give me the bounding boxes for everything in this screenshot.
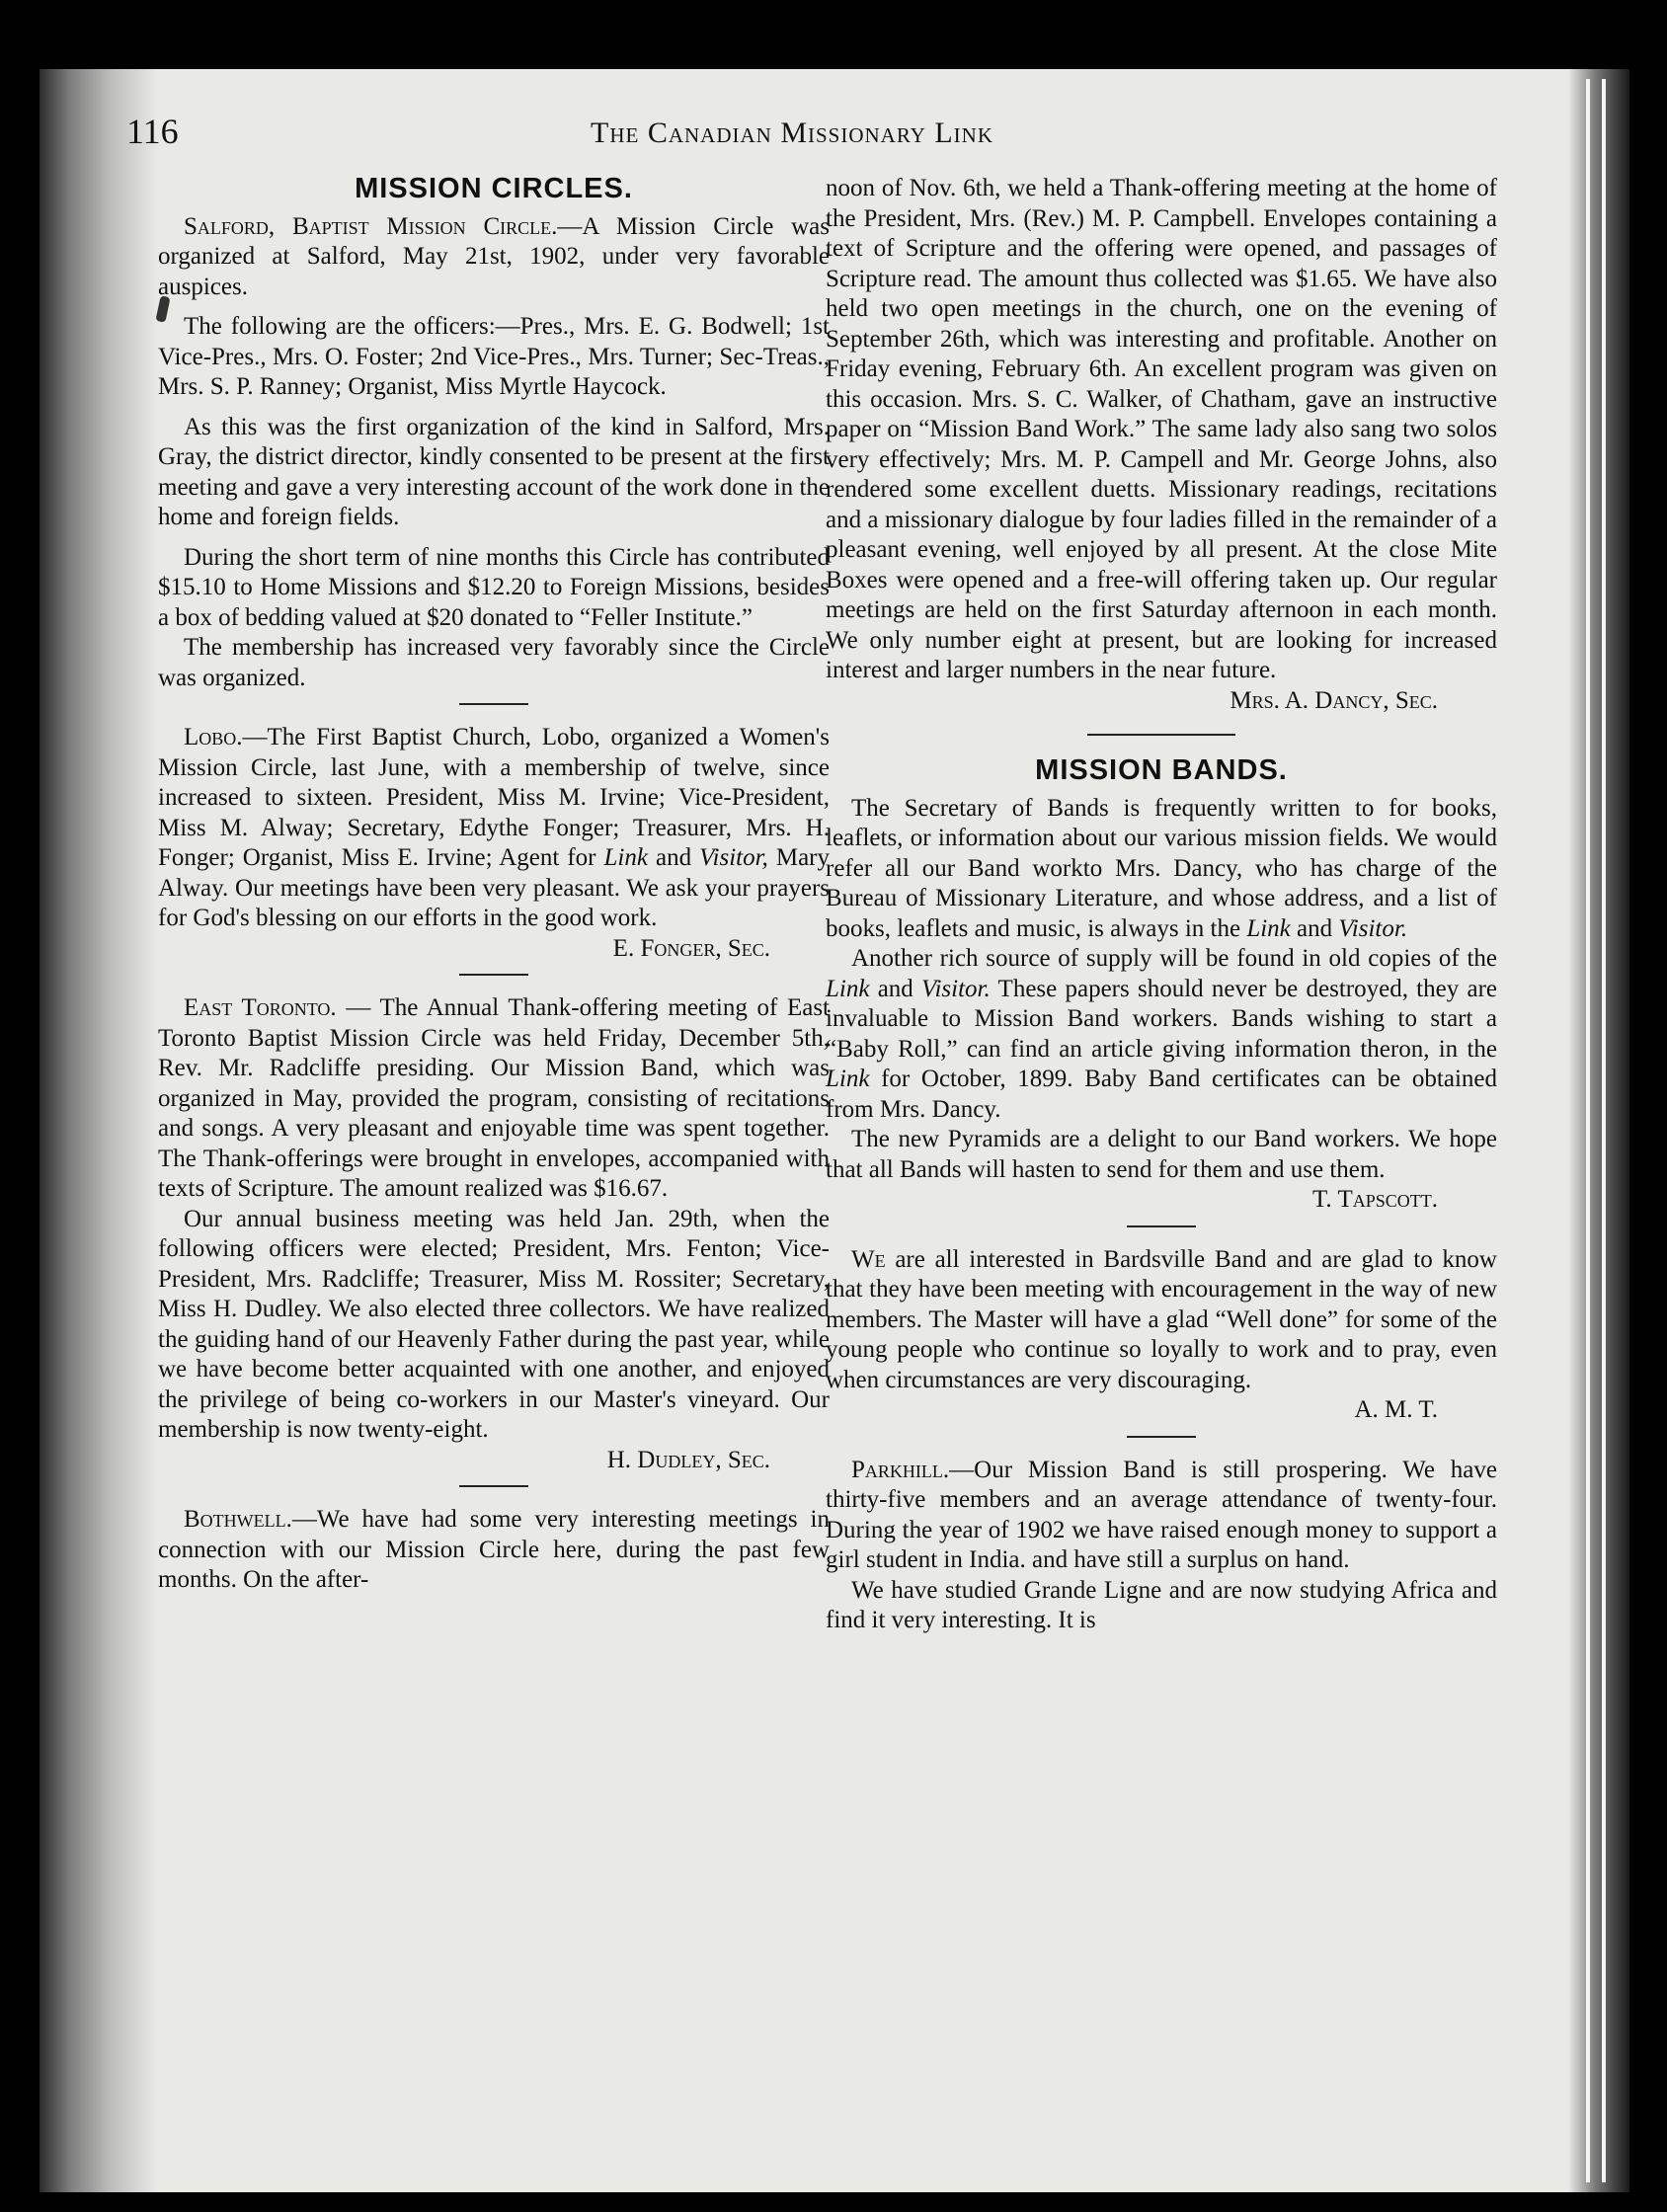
- section-divider: [1127, 1436, 1196, 1438]
- lobo-signature: E. Fonger, Sec.: [612, 934, 770, 962]
- mission-bands-heading: MISSION BANDS.: [1035, 754, 1288, 786]
- left-column: [158, 174, 830, 1596]
- section-divider: [459, 703, 528, 705]
- east-toronto-label: East Toronto.: [184, 994, 337, 1021]
- east-toronto-paragraph: East Toronto. — The Annual Thank-offering meeting of East Toronto Baptist Mission Circle was held Friday, December 5th, Rev. Mr. Radcliffe presiding. Our Mission Band, which was organized in May, provided the program, consisting of recitations and songs. A very pleasant and enjoyable time was spent together. The Thank-offerings were brought in envelopes, accompanied with texts of Scripture. The amount realized was $16.67.: [158, 994, 830, 1202]
- bothwell-paragraph: Bothwell.—We have had some very interesting meetings in connection with our Mission Circle here, during the past few months. On the after-: [158, 1506, 830, 1593]
- section-divider-long: [1087, 734, 1235, 736]
- section-divider: [459, 1485, 528, 1487]
- parkhill-paragraph: Parkhill.—Our Mission Band is still prospering. We have thirty-five members and an average attendance of twenty-four. During the year of 1902 we have raised enough money to support a girl student in India. and have still a surplus on hand.: [826, 1456, 1497, 1573]
- running-title: The Canadian Missionary Link: [591, 117, 993, 149]
- salford-contributions: During the short term of nine months this Circle has contributed $15.10 to Home Missions and $12.20 to Foreign Missions, besides a box of bedding valued at $20 donated to “Feller Institute.”: [158, 543, 830, 631]
- lobo-label: Lobo.: [184, 724, 243, 750]
- salford-officers: The following are the officers:—Pres., Mrs. E. G. Bodwell; 1st Vice-Pres., Mrs. O. Foster; 2nd Vice-Pres., Mrs. Turner; Sec-Treas., Mrs. S. P. Ranney; Organist, Miss Myrtle Haycock.: [158, 313, 830, 400]
- page-number: 116: [126, 112, 179, 151]
- salford-paragraph: Salford, Baptist Mission Circle.—A Mission Circle was organized at Salford, May 21st, 1902, under very favorable auspices.: [158, 212, 830, 300]
- bands-intro-paragraph: The Secretary of Bands is frequently written to for books, leaflets, or information about our various mission fields. We would refer all our Band workto Mrs. Dancy, who has charge of the Bureau of Missionary Literature, and whose address, and a list of books, leaflets and music, is always in the Link and Visitor.: [826, 794, 1497, 942]
- bands-pyramids-paragraph: The new Pyramids are a delight to our Band workers. We hope that all Bands will hasten to send for them and use them.: [826, 1126, 1497, 1183]
- salford-label: Salford, Baptist Mission Circle.: [184, 212, 558, 240]
- parkhill-label: Parkhill.: [851, 1456, 950, 1483]
- bands-signature: T. Tapscott.: [1311, 1186, 1438, 1213]
- bands-supply-paragraph: Another rich source of supply will be found in old copies of the Link and Visitor. These papers should never be destroyed, they are invaluable to Mission Band workers. Bands wishing to start a “Baby Roll,” can find an article giving information theron, in the Link for October, 1899. Baby Band certificates can be obtained from Mrs. Dancy.: [826, 945, 1497, 1123]
- bothwell-signature: Mrs. A. Dancy, Sec.: [1230, 686, 1438, 714]
- section-divider: [459, 974, 528, 976]
- mission-circles-heading: MISSION CIRCLES.: [355, 173, 633, 204]
- page-edge: [1568, 69, 1629, 2192]
- right-column: [826, 174, 1497, 1636]
- salford-membership: The membership has increased very favorably since the Circle was organized.: [158, 634, 830, 691]
- book-spine-shadow: [40, 69, 158, 2192]
- parkhill-studies: We have studied Grande Ligne and are now studying Africa and find it very interesting. It is: [826, 1576, 1497, 1633]
- bardsville-signature: A. M. T.: [1354, 1396, 1438, 1423]
- bothwell-label: Bothwell.: [184, 1506, 292, 1533]
- east-toronto-signature: H. Dudley, Sec.: [606, 1446, 770, 1473]
- section-divider: [1127, 1225, 1196, 1227]
- bothwell-continued: noon of Nov. 6th, we held a Thank-offering meeting at the home of the President, Mrs. (Rev.) M. P. Campbell. Envelopes containing a text of Scripture and the offering were opened, and passages of Scripture read. The amount thus collected was $1.65. We have also held two open meetings in the church, one on the evening of September 26th, which was interesting and profitable. Another on Friday evening, February 6th. An excellent program was given on this occasion. Mrs. S. C. Walker, of Chatham, gave an instructive paper on “Mission Band Work.” The same lady also sang two solos very effectively; Mrs. M. P. Campell and Mr. George Johns, also rendered some excellent duetts. Missionary readings, recitations and a missionary dialogue by four ladies filled in the remainder of a pleasant evening, well enjoyed by all present. At the close Mite Boxes were opened and a free-will offering taken up. Our regular meetings are held on the first Saturday afternoon in each month. We only number eight at present, but are looking for increased interest and larger numbers in the near future.: [826, 175, 1497, 683]
- salford-organization: As this was the first organization of the kind in Salford, Mrs. Gray, the district director, kindly consented to be present at the first meeting and gave a very interesting account of the work done in the home and foreign fields.: [158, 413, 830, 530]
- lobo-paragraph: Lobo.—The First Baptist Church, Lobo, organized a Women's Mission Circle, last June, with a membership of twelve, since increased to sixteen. President, Miss M. Irvine; Vice-President, Miss M. Alway; Secretary, Edythe Fonger; Treasurer, Mrs. H. Fonger; Organist, Miss E. Irvine; Agent for Link and Visitor, Mary Alway. Our meetings have been very pleasant. We ask your prayers for God's blessing on our efforts in the good work.: [158, 724, 830, 931]
- bardsville-paragraph: We are all interested in Bardsville Band and are glad to know that they have been meeting with encouragement in the way of new members. The Master will have a glad “Well done” for some of the young people who continue so loyally to work and to pray, even when circumstances are very discouraging.: [826, 1245, 1497, 1393]
- east-toronto-business: Our annual business meeting was held Jan. 29th, when the following officers were elected; President, Mrs. Fenton; Vice-President, Mrs. Radcliffe; Treasurer, Miss M. Rossiter; Secretary, Miss H. Dudley. We also elected three collectors. We have realized the guiding hand of our Heavenly Father during the past year, while we have become better acquainted with one another, and enjoyed the privilege of being co-workers in our Master's vineyard. Our membership is now twenty-eight.: [158, 1205, 830, 1443]
- page-header: [126, 111, 1460, 170]
